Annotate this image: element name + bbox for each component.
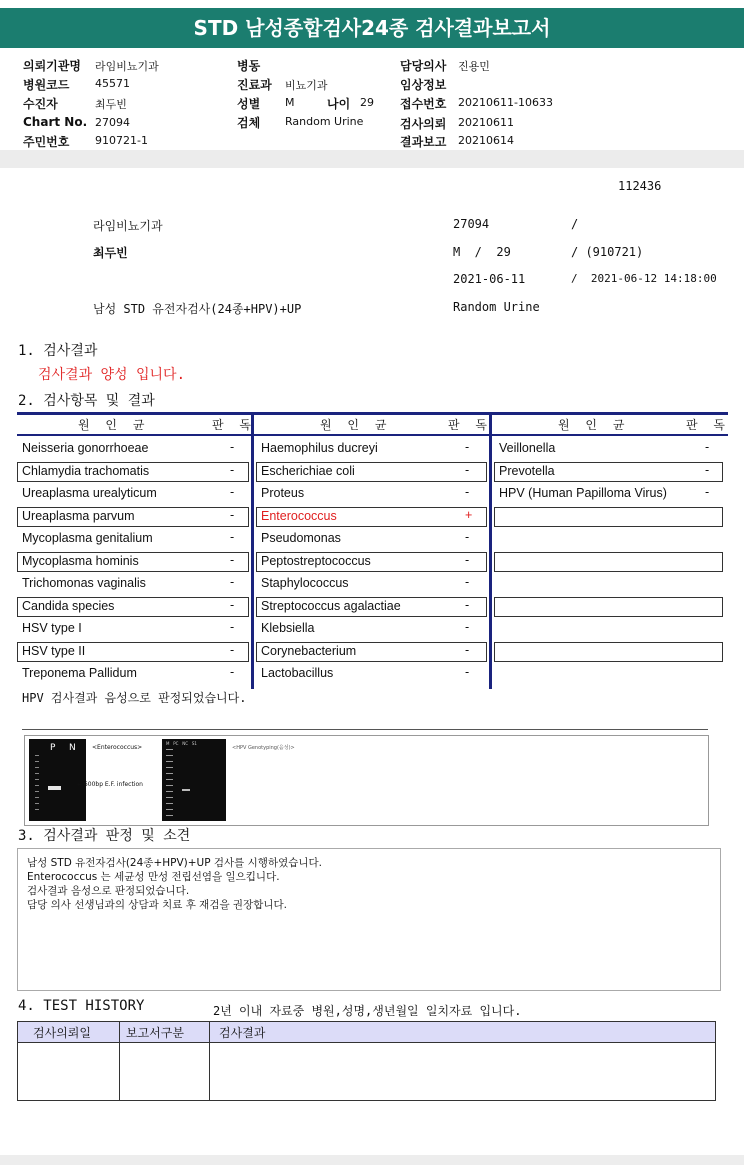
gel-image-enterococcus [29, 739, 86, 821]
result-negative: - [230, 530, 235, 544]
result-negative: - [465, 665, 470, 679]
header-label: 진료과 [237, 78, 272, 92]
result-negative: - [230, 552, 235, 567]
result-negative: - [230, 575, 235, 589]
header-value: M [285, 96, 295, 109]
result-negative: - [465, 620, 470, 634]
header-value: 20210611-10633 [458, 96, 553, 109]
report-title: STD 남성종합검사24종 검사결과보고서 [0, 8, 744, 48]
footer-bar [0, 1155, 744, 1165]
header-value: 910721-1 [95, 134, 148, 147]
organism-name: Proteus [261, 486, 305, 500]
organism-name: Neisseria gonorrhoeae [22, 441, 149, 455]
result-negative: - [465, 485, 470, 499]
section-2-title: 2. 검사항목 및 결과 [18, 393, 155, 409]
request-date: 2021-06-11 [453, 272, 526, 286]
organism-name: Trichomonas vaginalis [22, 576, 146, 590]
gel-image-area [24, 735, 709, 826]
header-value: 45571 [95, 77, 130, 90]
test-name: 남성 STD 유전자검사(24종+HPV)+UP [93, 302, 302, 316]
result-negative: - [230, 620, 235, 634]
specimen: Random Urine [453, 300, 540, 314]
organism-name: Veillonella [499, 441, 556, 455]
result-negative: - [230, 597, 235, 612]
result-negative: - [465, 440, 470, 454]
header-label: 수진자 [23, 97, 58, 111]
header-label: 주민번호 [23, 135, 70, 149]
organism-name: Streptococcus agalactiae [261, 598, 401, 613]
organism-name: Enterococcus [261, 508, 337, 523]
result-negative: - [705, 440, 710, 454]
positive-band [48, 786, 61, 790]
result-negative: - [705, 485, 710, 499]
header-label: 나이 [327, 97, 351, 111]
header-label: Chart No. [23, 115, 88, 129]
header-label: 접수번호 [400, 97, 447, 111]
opinion-box [17, 848, 721, 991]
organism-name: HSV type II [22, 643, 86, 658]
header-label: 의뢰기관명 [23, 59, 81, 73]
chart-number: 27094 [453, 217, 490, 231]
result-negative: - [230, 440, 235, 454]
sex-age: M / 29 [453, 245, 511, 259]
result-positive: + [465, 507, 473, 522]
lane-label-n: N [69, 743, 76, 753]
opinion-line: 담당 의사 선생님과의 상담과 치료 후 재검을 권장합니다. [27, 899, 287, 911]
hpv-note: HPV 검사결과 음성으로 판정되었습니다. [22, 691, 247, 705]
organism-name: HPV (Human Papilloma Virus) [499, 486, 667, 500]
lane-label-p: P [50, 743, 56, 753]
organism-name: Staphylococcus [261, 576, 349, 590]
organism-name: Haemophilus ducreyi [261, 441, 378, 455]
organism-name: HSV type I [22, 621, 82, 635]
result-negative: - [465, 575, 470, 589]
header-label: 성별 [237, 97, 261, 111]
section-3-title: 3. 검사결과 판정 및 소견 [18, 828, 191, 844]
organism-name: Escherichiae coli [261, 463, 355, 478]
header-label: 결과보고 [400, 135, 447, 149]
col-header-judge: 판 독 [448, 418, 493, 432]
organism-name: Chlamydia trachomatis [22, 463, 150, 478]
header-label: 검체 [237, 116, 261, 130]
organism-name: Pseudomonas [261, 531, 341, 545]
history-header: 검사의뢰일 [33, 1026, 91, 1040]
patient-name: 최두빈 [93, 246, 128, 260]
column-divider [489, 412, 492, 689]
opinion-line: 남성 STD 유전자검사(24종+HPV)+UP 검사를 시행하였습니다. [27, 857, 323, 869]
row-box [494, 642, 723, 663]
organism-name: Lactobacillus [261, 666, 334, 680]
header-value: 20210611 [458, 116, 514, 129]
header-value: 라임비뇨기과 [95, 60, 159, 73]
result-negative: - [465, 642, 470, 657]
row-box [494, 597, 723, 618]
result-negative: - [230, 507, 235, 522]
gel-image-hpv [162, 739, 226, 821]
row-box [494, 507, 723, 528]
header-value: 비뇨기과 [285, 79, 328, 92]
gel-title: <Enterococcus> [92, 744, 143, 751]
organism-name: Ureaplasma parvum [22, 508, 135, 523]
hpv-control-band [182, 789, 190, 791]
header-value: 27094 [95, 116, 130, 129]
header-value: 최두빈 [95, 98, 127, 111]
result-negative: - [465, 597, 470, 612]
result-negative: - [705, 462, 710, 477]
header-value: 진용민 [458, 60, 490, 73]
organism-name: Prevotella [499, 463, 555, 478]
result-negative: - [465, 530, 470, 544]
result-negative: - [230, 665, 235, 679]
table-header-line [17, 434, 728, 436]
result-negative: - [465, 462, 470, 477]
organism-name: Peptostreptococcus [261, 553, 371, 568]
hpv-lane-labels: M PC NC S1 [166, 741, 197, 746]
hpv-ladder-lane [166, 749, 173, 817]
result-negative: - [230, 642, 235, 657]
organism-name: Treponema Pallidum [22, 666, 137, 680]
history-table [17, 1021, 716, 1101]
history-col-divider [119, 1022, 120, 1100]
history-col-divider [209, 1022, 210, 1100]
header-label: 병동 [237, 59, 261, 73]
ladder-lane [35, 755, 39, 815]
header-label: 검사의뢰 [400, 117, 447, 131]
result-negative: - [230, 485, 235, 499]
result-negative: - [465, 552, 470, 567]
result-summary: 검사결과 양성 입니다. [38, 367, 186, 383]
organism-name: Mycoplasma hominis [22, 553, 139, 568]
resident-number: / (910721) [571, 245, 644, 259]
history-header: 보고서구분 [126, 1026, 184, 1040]
history-note: 2년 이내 자료중 병원,성명,생년월일 일치자료 입니다. [213, 1004, 522, 1018]
col-header-judge: 판 독 [686, 418, 731, 432]
col-header-organism: 원 인 균 [558, 418, 631, 432]
header-value: 20210614 [458, 134, 514, 147]
organism-name: Klebsiella [261, 621, 315, 635]
col-header-organism: 원 인 균 [320, 418, 393, 432]
report-datetime: / 2021-06-12 14:18:00 [571, 272, 717, 285]
opinion-line: 검사결과 음성으로 판정되었습니다. [27, 885, 190, 897]
header-separator [0, 150, 744, 168]
report-code: 112436 [618, 179, 662, 193]
header-label: 임상정보 [400, 78, 447, 92]
opinion-line: Enterococcus 는 세균성 만성 전립선염을 일으킵니다. [27, 871, 280, 883]
hospital-name: 라임비뇨기과 [93, 219, 163, 233]
header-label: 담당의사 [400, 59, 447, 73]
divider-line [22, 729, 708, 730]
header-value: 29 [360, 96, 374, 109]
column-divider [251, 412, 254, 689]
organism-name: Corynebacterium [261, 643, 357, 658]
organism-name: Mycoplasma genitalium [22, 531, 153, 545]
col-header-organism: 원 인 균 [78, 418, 151, 432]
header-value: Random Urine [285, 115, 364, 128]
info-slash: / [571, 217, 579, 231]
section-4-title: 4. TEST HISTORY [18, 998, 145, 1014]
history-header-row [18, 1022, 715, 1043]
band-annotation: ← 600bp E.F. infection [77, 781, 143, 788]
organism-name: Ureaplasma urealyticum [22, 486, 157, 500]
history-header: 검사결과 [219, 1026, 266, 1040]
row-box [494, 552, 723, 573]
header-label: 병원코드 [23, 78, 70, 92]
section-1-title: 1. 검사결과 [18, 343, 98, 359]
table-top-line [17, 412, 728, 415]
result-negative: - [230, 462, 235, 477]
col-header-judge: 판 독 [212, 418, 257, 432]
hpv-gel-title: <HPV Genotyping(음성)> [232, 745, 295, 751]
organism-name: Candida species [22, 598, 115, 613]
